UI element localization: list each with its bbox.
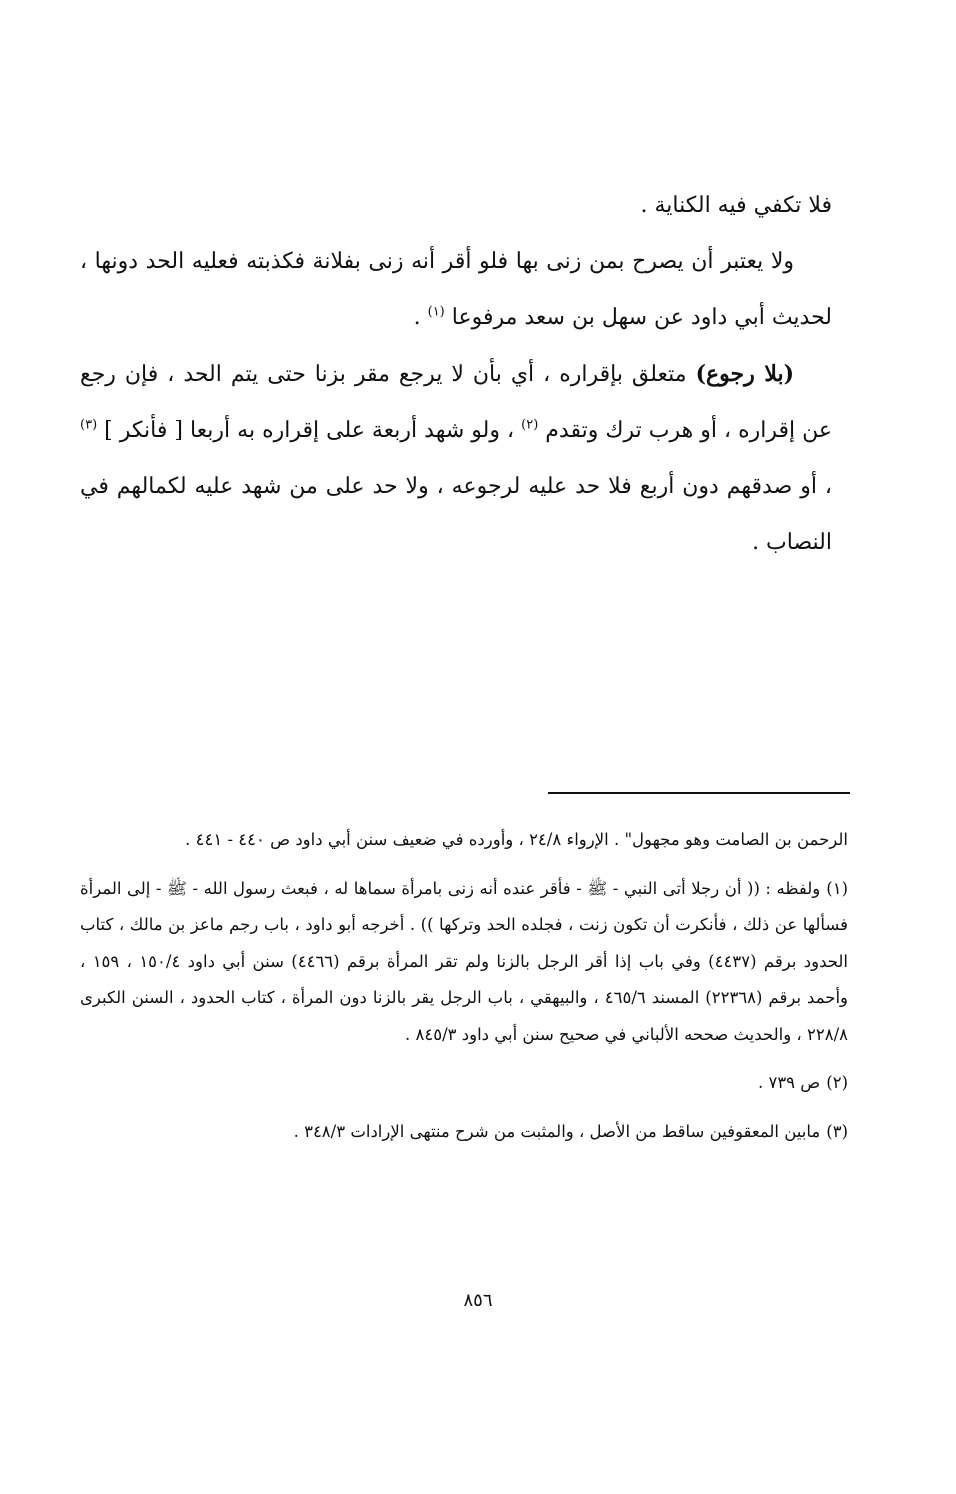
footnote-ref-1: (١)	[427, 304, 445, 320]
paragraph-1	[80, 178, 832, 234]
footnote-continued	[80, 822, 850, 859]
footnote-1-number: (١)	[826, 878, 848, 898]
paragraph-3-text-c: ، أو صدقهم دون أربع فلا حد عليه لرجوعه ، ولا حد على من شهد عليه لكمالهم في النصاب .	[80, 474, 832, 555]
paragraph-2	[80, 234, 832, 346]
footnote-ref-3: (٣)	[80, 417, 98, 433]
footnote-continued-text: الرحمن بن الصامت وهو مجهول" . الإرواء ٢٤/٨ ، وأورده في ضعيف سنن أبي داود ص ٤٤٠ - ٤٤١ .	[185, 830, 848, 849]
footnote-2-text: ص ٧٣٩ .	[757, 1073, 821, 1092]
footnote-2	[80, 1065, 850, 1102]
footnote-2-number: (٢)	[826, 1073, 848, 1092]
paragraph-2-end: .	[413, 305, 421, 330]
paragraph-3	[80, 346, 832, 571]
paragraph-1-text: فلا تكفي فيه الكناية .	[640, 193, 832, 218]
footnote-1	[80, 871, 850, 1054]
footnote-3-number: (٣)	[826, 1121, 848, 1141]
paragraph-3-text-a: متعلق بإقراره ، أي بأن لا يرجع مقر بزنا حتى يتم الحد ، فإن رجع عن إقراره ، أو هرب ترك وتقدم	[80, 362, 832, 443]
main-text-block	[80, 178, 832, 571]
footnote-separator	[548, 792, 850, 794]
footnote-ref-2: (٢)	[521, 417, 539, 433]
page-number: ٨٥٦	[463, 1290, 493, 1311]
paragraph-2-text: ولا يعتبر أن يصرح بمن زنى بها فلو أقر أنه زنى بفلانة فكذبته فعليه الحد دونها ، لحديث أبي داود عن سهل بن سعد مرفوعا	[80, 249, 832, 330]
footnotes-block	[80, 822, 850, 1162]
footnote-3-text: مابين المعقوفين ساقط من الأصل ، والمثبت من شرح منتهى الإرادات ٣٤٨/٣ .	[293, 1121, 821, 1141]
paragraph-3-text-b: ، ولو شهد أربعة على إقراره به أربعا [ فأنكر ]	[104, 418, 515, 443]
bold-term: (بلا رجوع)	[695, 361, 794, 387]
footnote-1-text: ولفظه : (( أن رجلا أتى النبي - ﷺ - فأقر عنده أنه زنى بامرأة سماها له ، فبعث رسول الله - ﷺ - إلى المرأة فسألها عن ذلك ، فأنكرت أن تكون زنت ، فجلده الحد وتركها )) . أخرجه أبو داود ، باب رجم ماعز بن مالك ، كتاب الحدود برقم (٤٤٣٧) وفي باب إذا أقر الرجل بالزنا ولم تقر المرأة برقم (٤٤٦٦) سنن أبي داود ١٥٠/٤ ، ١٥٩ ، وأحمد برقم (٢٢٣٦٨) المسند ٤٦٥/٦ ، والبيهقي ، باب الرجل يقر بالزنا دون المرأة ، كتاب الحدود ، السنن الكبرى ٢٢٨/٨ ، والحديث صححه الألباني في صحيح سنن أبي داود ٨٤٥/٣ .	[80, 878, 849, 1044]
footnote-3	[80, 1114, 850, 1151]
